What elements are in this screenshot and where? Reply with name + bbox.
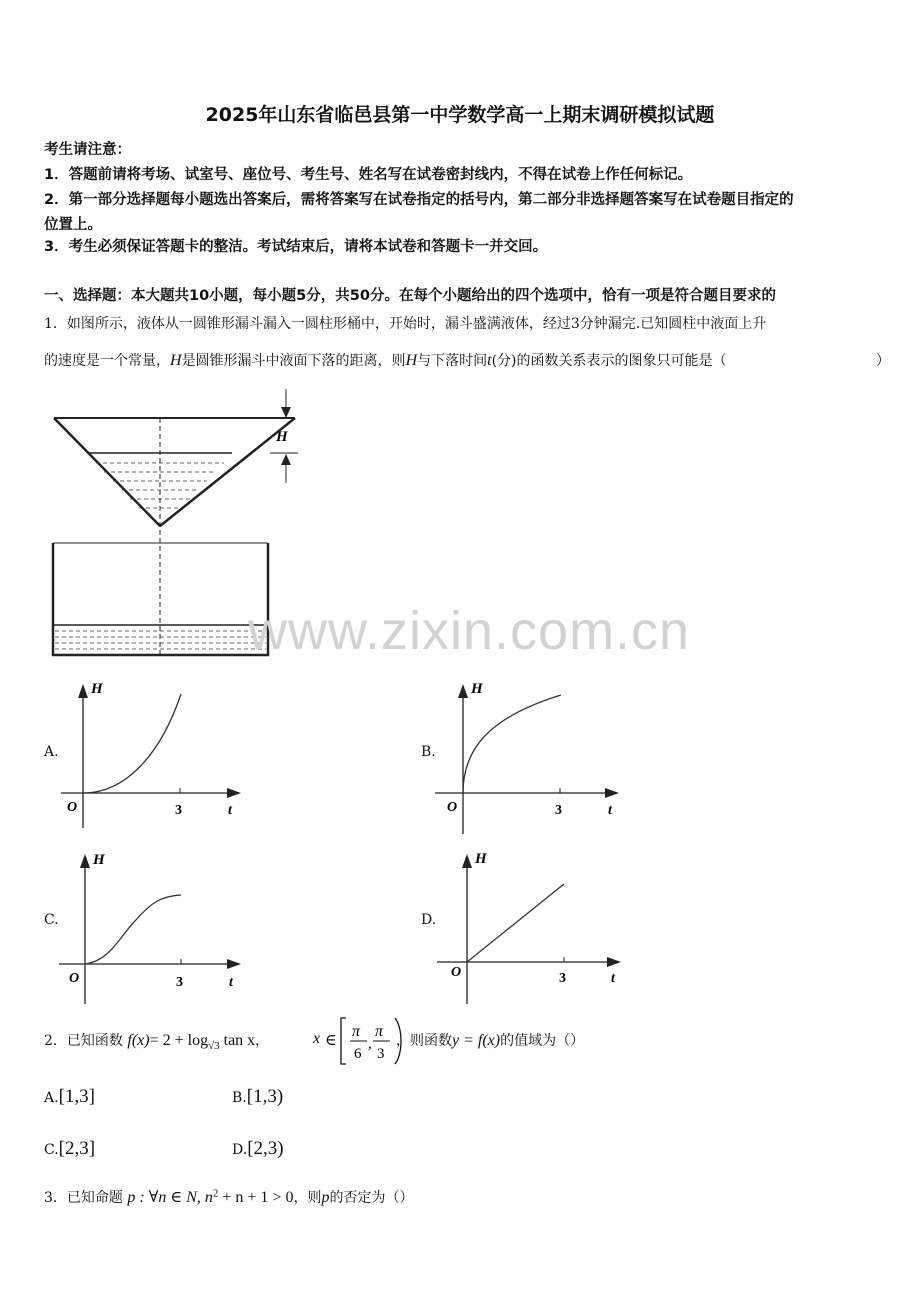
q1-option-b-label: B. (421, 744, 436, 760)
q2-func: f(x) (127, 1032, 150, 1049)
graph-a-origin: O (67, 800, 78, 815)
q2-in-symbol: ∈ (325, 1032, 337, 1049)
q2-suffix-a: ，则函数 (396, 1033, 452, 1049)
graph-c-tick: 3 (176, 975, 183, 990)
q2-den-1: 6 (354, 1046, 362, 1062)
q2-suffix (396, 1030, 584, 1050)
q3-p: p (321, 1189, 330, 1206)
q1-option-c-label: C. (44, 912, 59, 928)
notice-item-2: 2．第一部分选择题每小题选出答案后，需将答案写在试卷指定的括号内，第二部分非选择题答案写在试卷题目指定的 (44, 192, 794, 208)
q2-option-b-label: B. (232, 1090, 247, 1106)
q1-text-c: 与下落时间 (417, 353, 488, 369)
q2-option-c[interactable] (44, 1138, 95, 1160)
page-title: 2025年山东省临邑县第一中学数学高一上期末调研模拟试题 (205, 104, 715, 126)
q2-yfx: y = f(x) (452, 1032, 501, 1049)
graph-b-x-label: t (608, 803, 612, 818)
q1-text-d: (分)的函数关系表示的图象只可能是（ (491, 353, 727, 369)
q2-option-c-label: C. (44, 1142, 59, 1158)
q1-var-t: t (487, 352, 492, 369)
graph-d (435, 846, 635, 1006)
graph-d-origin: O (451, 965, 462, 980)
notice-item-3: 3．考生必须保证答题卡的整洁。考试结束后，请将本试卷和答题卡一并交回。 (44, 239, 548, 255)
q1-line1: 1．如图所示，液体从一圆锥形漏斗漏入一圆柱形桶中，开始时，漏斗盛满液体，经过3分钟漏完.已知圆柱中液面上升 (44, 316, 767, 332)
notice-item-2-cont: 位置上。 (44, 217, 102, 233)
q2-interval-comma: , (368, 1036, 372, 1052)
graph-c-origin: O (69, 971, 80, 986)
q3-sup: 2 (212, 1187, 219, 1200)
q2-option-c-value: [2,3] (58, 1138, 96, 1159)
graph-d-x-label: t (611, 971, 615, 986)
graph-d-tick: 3 (559, 971, 566, 986)
q3-stem (44, 1187, 413, 1207)
q1-line2 (44, 350, 727, 370)
q3-rest: + n + 1 > 0 (218, 1189, 294, 1206)
q2-den-2: 3 (377, 1046, 385, 1062)
graph-c (55, 846, 255, 1006)
q2-pi-1: π (352, 1023, 361, 1040)
q2-suffix-b: 的值域为（） (500, 1033, 585, 1049)
q2-option-b-value: [1,3) (246, 1086, 284, 1107)
section-heading: 一、选择题：本大题共10小题，每小题5分，共50分。在每个小题给出的四个选项中，恰有一项是符合题目要求的 (44, 288, 776, 304)
q2-prefix: 2．已知函数 (44, 1033, 123, 1049)
q2-domain-x: x (313, 1030, 321, 1047)
q1-text-b: 是圆锥形漏斗中液面下落的距离，则 (181, 353, 406, 369)
q2-stem (44, 1030, 269, 1052)
graph-a-x-label: t (228, 803, 232, 818)
q1-var-h: H (170, 352, 182, 369)
q2-comma: ， (255, 1033, 270, 1049)
q3-mid: ，则 (293, 1190, 322, 1206)
q2-eq: = 2 + log (149, 1032, 209, 1049)
q2-option-a-label: A. (44, 1090, 59, 1106)
q1-paren-close: ） (876, 353, 890, 369)
q2-option-b[interactable] (232, 1086, 283, 1108)
q1-text-a: 的速度是一个常量， (44, 353, 170, 369)
graph-b (433, 676, 633, 836)
graph-a (55, 676, 255, 831)
q3-prop: p : ∀n ∈ N, n (127, 1189, 213, 1206)
graph-a-y-label: H (91, 681, 103, 697)
graph-c-y-label: H (93, 852, 105, 868)
graph-b-y-label: H (471, 681, 483, 697)
q2-option-d-label: D. (232, 1142, 248, 1158)
q2-option-a[interactable] (44, 1086, 95, 1108)
q2-tan: tan x (219, 1032, 256, 1049)
watermark: www.zixin.com.cn (248, 601, 691, 661)
funnel-h-label: H (276, 429, 288, 445)
q2-option-a-value: [1,3] (58, 1086, 95, 1107)
q3-suffix: 的否定为（） (329, 1190, 414, 1206)
q1-var-h2: H (405, 352, 418, 369)
graph-b-tick: 3 (555, 803, 562, 818)
notice-item-1: 1．答题前请将考场、试室号、座位号、考生号、姓名写在试卷密封线内，不得在试卷上作任何标记。 (44, 167, 693, 183)
q1-option-d-label: D. (421, 912, 437, 928)
q2-pi-2: π (375, 1023, 384, 1040)
notice-heading: 考生请注意： (44, 142, 131, 158)
q2-log-base: √3 (208, 1039, 220, 1052)
graph-c-x-label: t (229, 975, 233, 990)
graph-a-tick: 3 (175, 803, 182, 818)
graph-d-y-label: H (475, 851, 487, 867)
q2-option-d-value: [2,3) (247, 1138, 284, 1159)
q1-option-a-label: A. (44, 744, 59, 760)
graph-b-origin: O (447, 800, 458, 815)
q3-prefix: 3．已知命题 (44, 1190, 123, 1206)
q2-option-d[interactable] (232, 1138, 284, 1160)
